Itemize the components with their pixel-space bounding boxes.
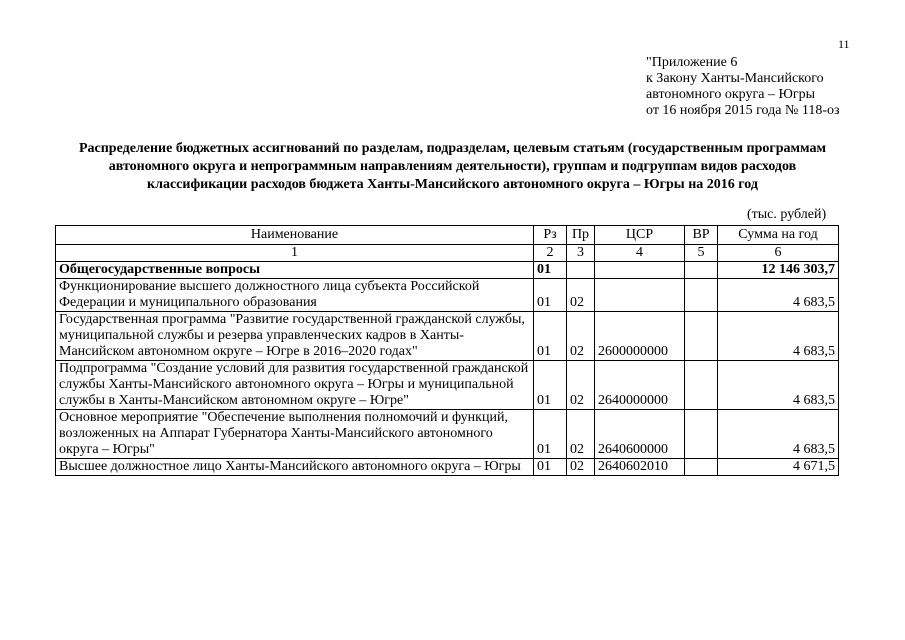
table-row	[56, 312, 839, 361]
units-label: (тыс. рублей)	[747, 207, 827, 222]
row-name: Функционирование высшего должностного лица субъекта Российской Федерации и муниципального образования	[56, 279, 534, 312]
row-rz: 01	[534, 312, 567, 361]
row-pr: 02	[567, 459, 595, 476]
row-amount: 4 683,5	[718, 361, 839, 410]
row-name: Высшее должностное лицо Ханты-Мансийского автономного округа – Югры	[56, 459, 534, 476]
row-name: Основное мероприятие "Обеспечение выполнения полномочий и функций, возложенных на Аппарат Губернатора Ханты-Мансийского автономного округа – Югры"	[56, 410, 534, 459]
appendix-line: автономного округа – Югры	[646, 87, 815, 102]
column-number: 2	[534, 245, 567, 262]
row-vr	[685, 262, 718, 279]
column-number: 3	[567, 245, 595, 262]
row-csr: 2640000000	[595, 361, 685, 410]
row-vr	[685, 361, 718, 410]
row-pr: 02	[567, 279, 595, 312]
row-amount: 4 683,5	[718, 312, 839, 361]
header-rz: Рз	[534, 226, 567, 245]
table-header-row	[56, 226, 839, 245]
row-csr: 2600000000	[595, 312, 685, 361]
appendix-reference	[646, 55, 840, 119]
row-rz: 01	[534, 459, 567, 476]
column-number: 6	[718, 245, 839, 262]
column-number: 1	[56, 245, 534, 262]
title-line: классификации расходов бюджета Ханты-Мансийского автономного округа – Югры на 2016 год	[147, 177, 758, 192]
appendix-line: от 16 ноября 2015 года № 118-оз	[646, 103, 840, 118]
row-rz: 01	[534, 279, 567, 312]
row-vr	[685, 312, 718, 361]
column-number: 4	[595, 245, 685, 262]
row-amount: 12 146 303,7	[718, 262, 839, 279]
header-csr: ЦСР	[595, 226, 685, 245]
row-pr: 02	[567, 312, 595, 361]
document-title	[40, 140, 865, 194]
title-line: автономного округа и непрограммным направлениям деятельности), группам и подгруппам видов расходов	[108, 159, 797, 174]
appendix-line: "Приложение 6	[646, 55, 738, 70]
row-vr	[685, 459, 718, 476]
row-vr	[685, 410, 718, 459]
column-number: 5	[685, 245, 718, 262]
row-rz: 01	[534, 410, 567, 459]
header-pr: Пр	[567, 226, 595, 245]
row-pr	[567, 262, 595, 279]
table-row	[56, 410, 839, 459]
budget-table	[55, 225, 839, 476]
appendix-line: к Закону Ханты-Мансийского	[646, 71, 824, 86]
row-amount: 4 683,5	[718, 410, 839, 459]
column-number-row	[56, 245, 839, 262]
row-pr: 02	[567, 410, 595, 459]
row-csr: 2640600000	[595, 410, 685, 459]
row-amount: 4 671,5	[718, 459, 839, 476]
row-name: Подпрограмма "Создание условий для развития государственной гражданской службы Ханты-Мансийского автономного округа – Югры и муниципальной службы в Ханты-Мансийском автономном округе – Югре"	[56, 361, 534, 410]
row-csr	[595, 262, 685, 279]
row-rz: 01	[534, 262, 567, 279]
row-vr	[685, 279, 718, 312]
row-pr: 02	[567, 361, 595, 410]
title-line: Распределение бюджетных ассигнований по разделам, подразделам, целевым статьям (государственным программам	[78, 141, 827, 156]
table-row	[56, 361, 839, 410]
table-row	[56, 459, 839, 476]
row-rz: 01	[534, 361, 567, 410]
row-csr: 2640602010	[595, 459, 685, 476]
row-csr	[595, 279, 685, 312]
row-amount: 4 683,5	[718, 279, 839, 312]
page-number: 11	[838, 37, 850, 51]
header-name: Наименование	[56, 226, 534, 245]
table-row	[56, 279, 839, 312]
table-row	[56, 262, 839, 279]
header-amount: Сумма на год	[718, 226, 839, 245]
row-name: Общегосударственные вопросы	[56, 262, 534, 279]
row-name: Государственная программа "Развитие государственной гражданской службы, муниципальной службы и резерва управленческих кадров в Ханты-Мансийском автономном округе – Югре в 2016–2020 годах"	[56, 312, 534, 361]
header-vr: ВР	[685, 226, 718, 245]
